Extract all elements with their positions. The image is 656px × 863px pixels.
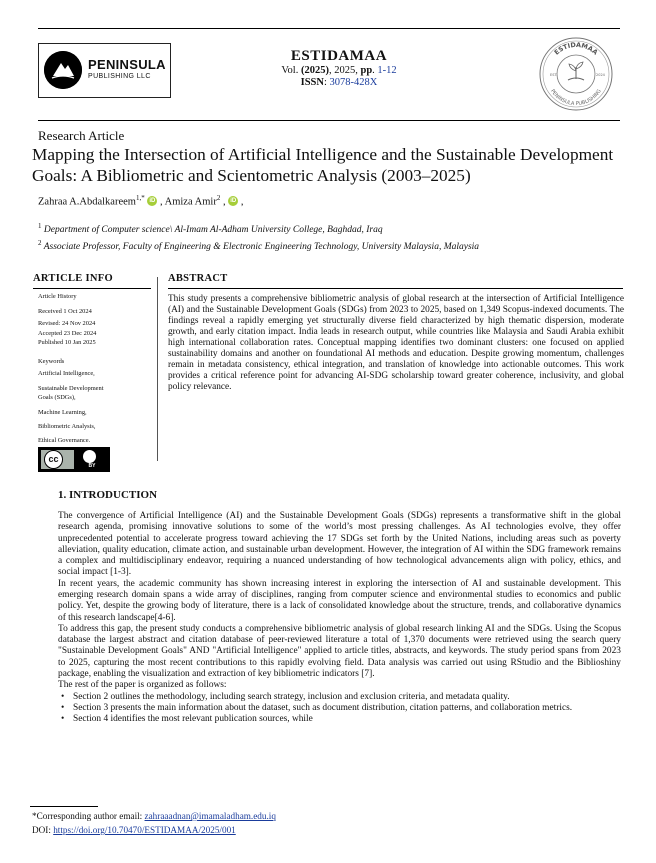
journal-seal [538,36,614,112]
article-info-rule [33,288,151,289]
article-history-label: Article History [38,293,77,300]
keyword-item: Sustainable Development [38,385,104,392]
publisher-logo-mark-icon [44,51,82,89]
affiliation-1 [38,222,383,235]
article-title: Mapping the Intersection of Artificial Intelligence and the Sustainable Development Goals: A Bibliometric and Scientometric Analysis (2003–2025) [32,145,614,185]
issn-label: ISSN [300,77,324,89]
introduction-body [58,511,621,725]
header-top-rule [38,28,620,29]
introduction-heading: 1. INTRODUCTION [58,489,158,501]
corresponding-author-label: *Corresponding author email: [32,811,145,821]
volume-year: (2025) [300,65,329,77]
keywords-label: Keywords [38,358,65,365]
issn-sep: : [323,77,330,89]
keyword-item: Machine Learning, [38,409,87,416]
author-separator: , [157,196,165,208]
cc-by-license-badge[interactable] [38,447,110,472]
published-date: Published 10 Jan 2025 [38,339,96,346]
volume-mid: , 2025, [328,65,361,77]
footnote-rule [30,806,98,807]
section-outline-list [58,692,621,726]
author-line-end: , [238,196,244,208]
article-type: Research Article [38,128,125,143]
seal-top-text: ESTIDAMAA [552,40,600,57]
affiliation-2 [38,239,479,252]
affiliation-2-text: Associate Professor, Faculty of Engineering & Electronic Engineering Technology, University Malaysia, Malaysia [41,242,480,253]
journal-block [220,48,458,89]
orcid-icon[interactable]: iD [230,197,237,204]
column-divider [157,277,158,461]
journal-seal-icon [538,36,614,112]
doi-link[interactable]: https://doi.org/10.70470/ESTIDAMAA/2025/001 [53,825,236,835]
volume-line [220,65,458,77]
intro-paragraph-1: The convergence of Artificial Intelligence (AI) and the Sustainable Development Goals (SDGs) represents a transformative shift in the global research agenda, promising innovative solutions to some of the world’s most pressing challenges. As AI technologies evolve, they offer unprecedented potential to accelerate progress toward achieving the 17 SDGs set forth by the United Nations, including areas such as poverty alleviation, quality education, climate action, and sustainable urban development. However, the integration of AI within the SDG framework remains a complex and multidisciplinary endeavor, requiring a nuanced understanding of how technological advancements align with policy, ethics, and social impact [1-3]. [58,511,621,578]
orcid-icon[interactable]: iD [149,197,156,204]
keyword-item: Ethical Governance. [38,437,91,444]
issn-link[interactable]: 3078-428X [329,77,378,89]
attribution-person-icon [83,450,96,463]
list-item: • Section 2 outlines the methodology, including search strategy, inclusion and exclusion criteria, and metadata quality. [58,692,621,703]
affiliation-2-number: 2 [38,239,42,247]
list-item: • Section 4 identifies the most relevant publication sources, while [58,714,621,725]
author-1-sup: 1,* [135,194,145,202]
svg-text:ESTIDAMAA [553,41,600,57]
author-line [38,194,243,208]
publisher-logo-name: PENINSULA [88,57,166,72]
intro-paragraph-3: To address this gap, the present study conducts a comprehensive bibliometric analysis of global research linking AI and the SDGs. Using the Scopus database the largest abstract and citation database of peer-reviewed literature a total of 1,370 documents were retrieved using the search query "Sustainable Development Goals" AND "Artificial Intelligence" applied to article titles, abstracts, and keywords. The study period spans from 2023 to 2025, capturing the most recent contributions to this rapidly evolving field. Data analysis was carried out using RStudio and the Biblioshiny package, enabling the visualization and extraction of key bibliometric indicators [7]. [58,623,621,679]
header-bottom-rule [38,120,620,121]
affiliation-1-number: 1 [38,222,42,230]
abstract-heading: ABSTRACT [168,273,228,284]
abstract-text: This study presents a comprehensive bibliometric analysis of global research at the intersection of Artificial Intelligence (AI) and the Sustainable Development Goals (SDGs) from 2023 to 2025, based on 1,349 Scopus-indexed documents. The findings reveal a rapidly emerging yet structurally diverse field characterized by high thematic dispersion, moderate growth, and early citation impact. India leads in research output, while countries like Malaysia and Saudi Arabia exhibit high international collaboration rates. Conceptual mapping identifies two dominant clusters: one focused on applied sustainability domains and another on foundational AI methods and education. Despite growing momentum, challenges remain in metadata consistency, ethical integration, and translation of knowledge into actionable outcomes. This work provides a critical reference point for advancing AI-SDG scholarship toward greater coherence, inclusivity, and global policy relevance. [168,294,624,392]
received-date: Received 1 Oct 2024 [38,308,92,315]
volume-prefix: Vol. [281,65,301,77]
seal-bottom-text: PENINSULA PUBLISHING [549,88,603,108]
publisher-logo[interactable] [38,43,171,98]
pages-dot: . [372,65,378,77]
keyword-item: Bibliometric Analysis, [38,423,96,430]
corresponding-author-email-link[interactable]: zahraaadnan@imamaladham.edu.iq [144,811,276,821]
corresponding-author-line [32,811,276,821]
author-2-name: Amiza Amir [164,196,217,208]
affiliation-1-text: Department of Computer science\ Al-Imam Al-Adham University College, Baghdad, Iraq [41,225,383,236]
keyword-item: Artificial Intelligence, [38,370,95,377]
article-info-heading: ARTICLE INFO [33,273,113,284]
cc-by-label: BY [88,463,96,469]
accepted-date: Accepted 23 Dec 2024 [38,330,97,337]
revised-date: Revised: 24 Nov 2024 [38,320,96,327]
pages-label: pp [360,65,373,77]
intro-paragraph-2: In recent years, the academic community has shown increasing interest in exploring the intersection of AI and sustainable development. This emerging research domain spans a wide array of disciplines, ranging from computer science and environmental studies to economics and public policy. Yet, despite the growing body of literature, there is a lack of consolidated knowledge about the structure, trends, and collaborative dynamics of this research landscape[4-6]. [58,578,621,623]
abstract-rule [168,288,623,289]
publisher-logo-subtitle: PUBLISHING LLC [88,73,151,80]
keyword-item-continued: Goals (SDGs), [38,394,76,401]
journal-name: ESTIDAMAA [290,48,388,64]
author-separator: , [220,196,229,208]
intro-paragraph-4: The rest of the paper is organized as follows: [58,680,227,691]
seal-year-text: 2024 [596,73,605,77]
author-1-name: Zahraa A.Abdalkareem [38,196,136,208]
pages-link[interactable]: 1-12 [377,65,397,77]
doi-line [32,825,236,835]
list-item: • Section 3 presents the main information about the dataset, such as document distribution, citation patterns, and collaboration metrics. [58,703,621,714]
doi-label: DOI: [32,825,54,835]
issn-line [220,77,458,89]
cc-icon: cc [44,450,63,469]
seal-est-text: EST. [550,73,558,77]
author-2-sup: 2 [216,194,221,202]
